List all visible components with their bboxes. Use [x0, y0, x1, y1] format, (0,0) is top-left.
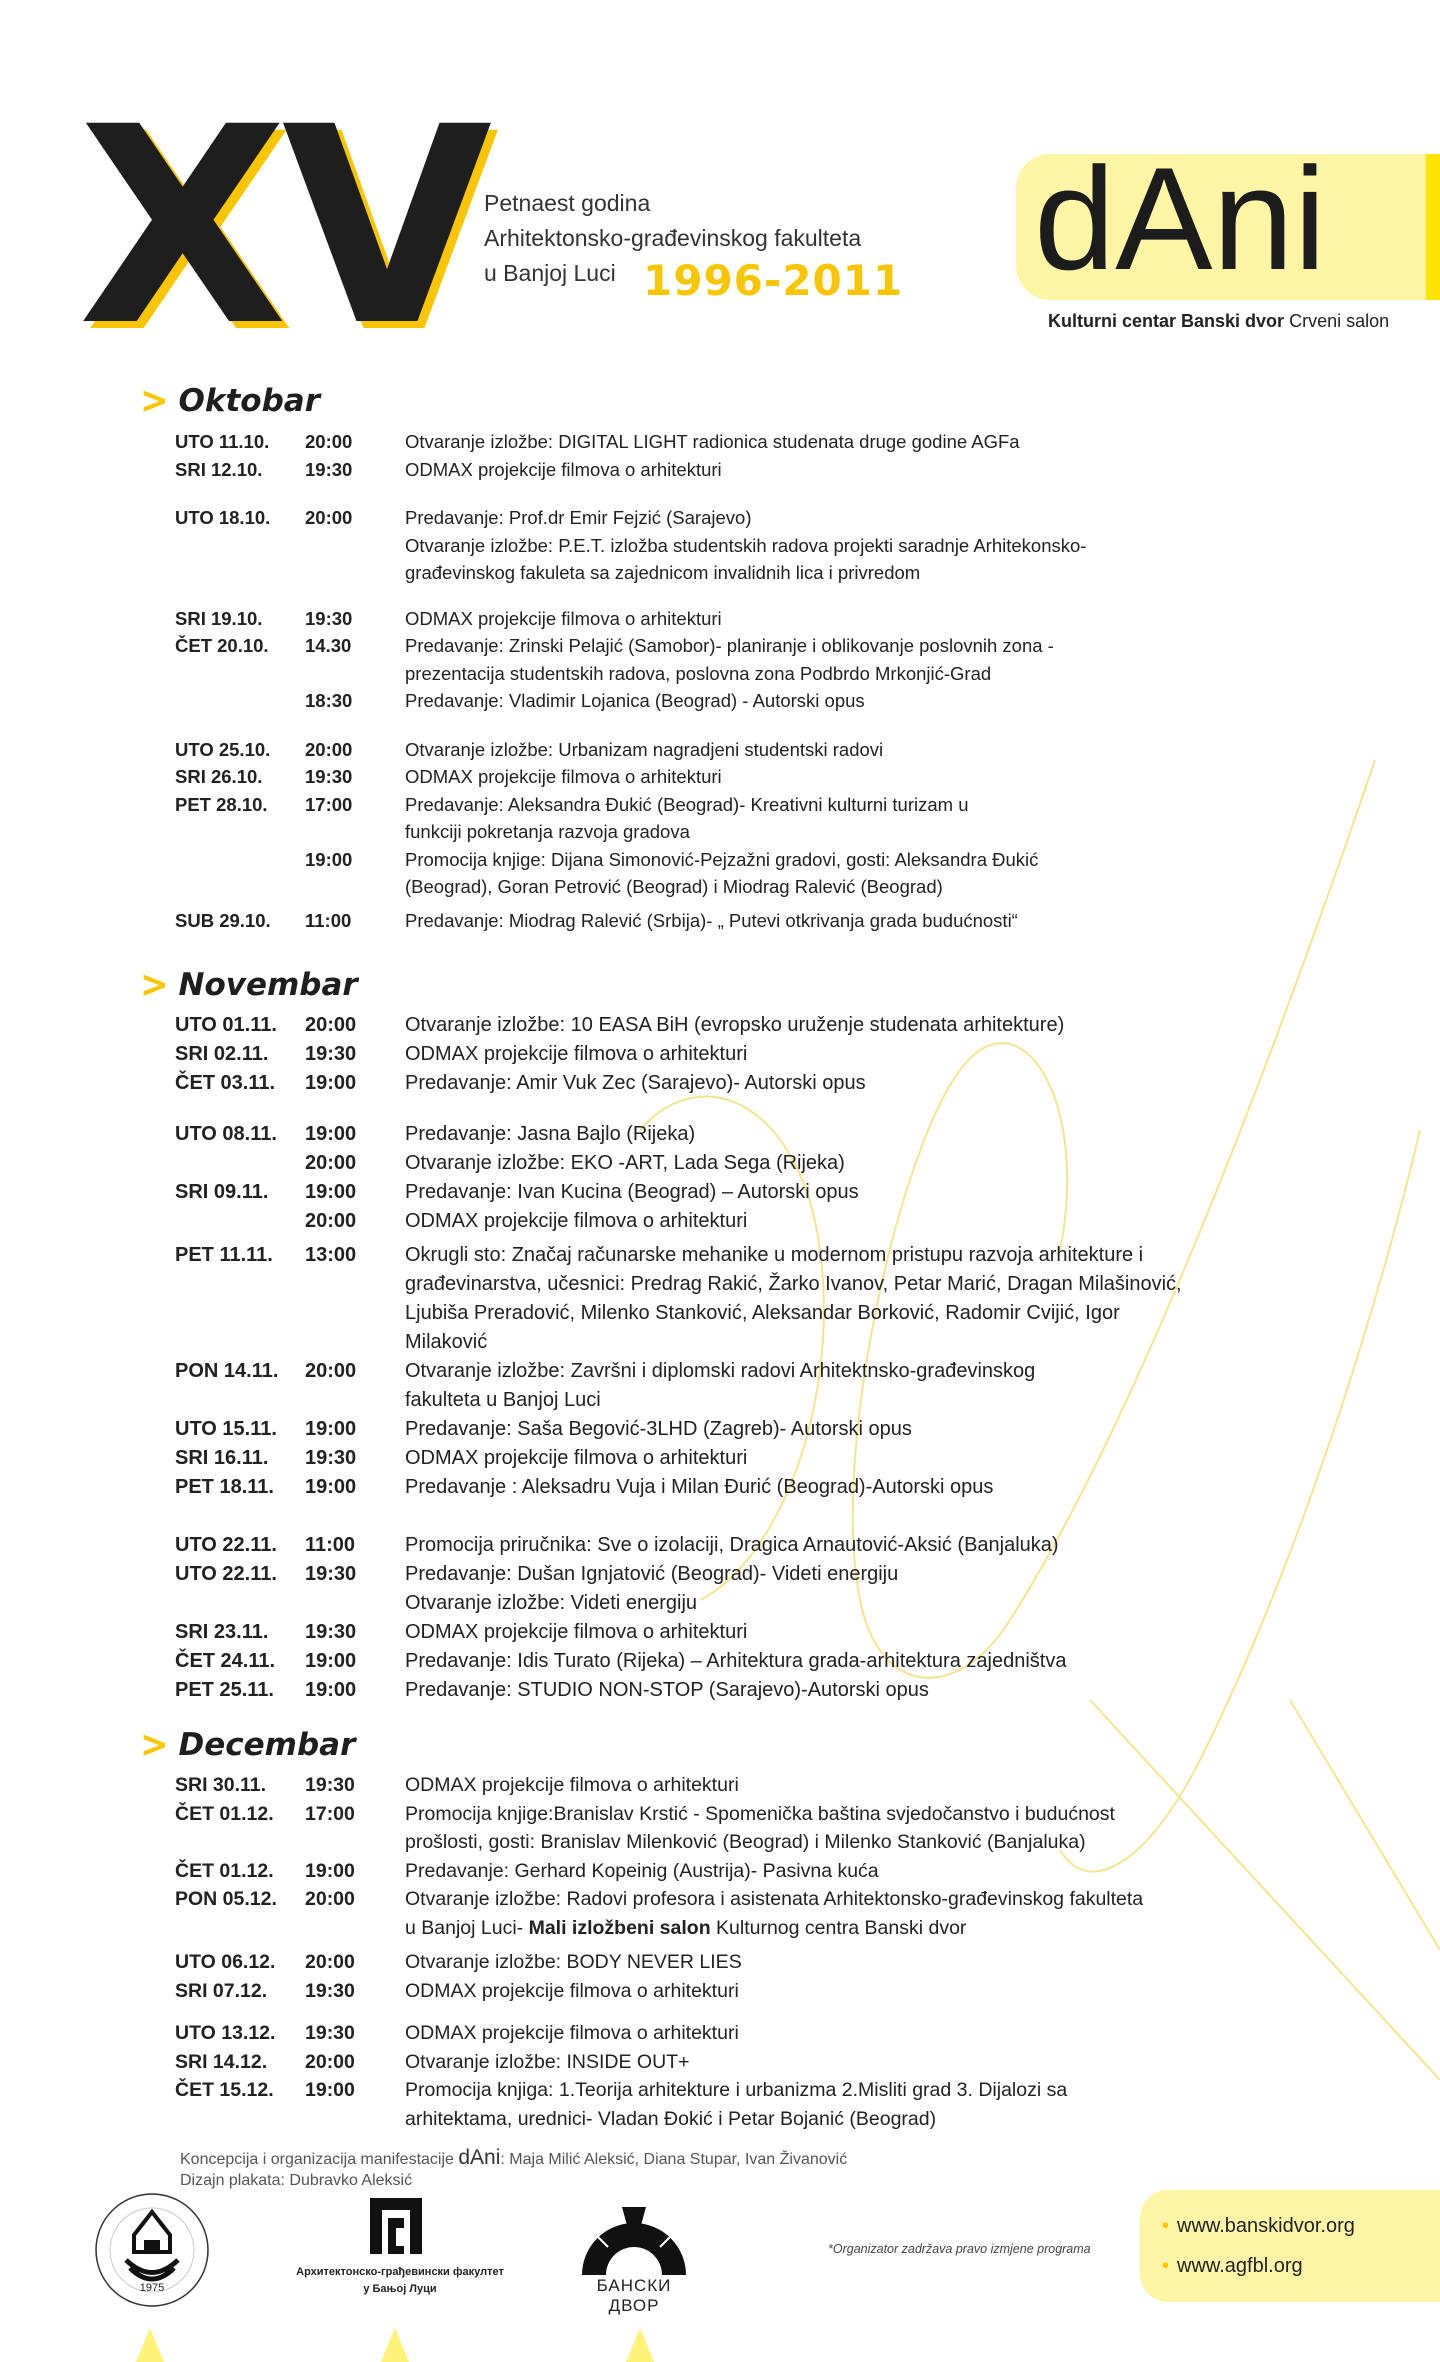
event-date: PON 14.11.	[175, 1360, 279, 1382]
faculty-logo-caption	[270, 2264, 530, 2298]
event-time: 19:30	[305, 1447, 357, 1469]
xv-numeral-logo: XV	[78, 70, 487, 386]
description-line: Otvaranje izložbe: EKO -ART, Lada Sega (Rijeka)	[405, 1152, 845, 1174]
event-description	[405, 907, 1018, 935]
event-row	[140, 1800, 1143, 1857]
event-group	[140, 1011, 1182, 1098]
event-time: 20:00	[305, 1210, 357, 1232]
event-row	[140, 1676, 1182, 1705]
design-credit: Dizajn plakata: Dubravko Aleksić	[180, 2172, 413, 2189]
bullet-icon: •	[1162, 2215, 1170, 2237]
description-line: Predavanje: STUDIO NON-STOP (Sarajevo)-Autorski opus	[405, 1679, 929, 1701]
event-row	[140, 532, 1086, 587]
description-line: Predavanje: Ivan Kucina (Beograd) – Autorski opus	[405, 1181, 859, 1203]
event-description	[405, 1885, 1143, 1942]
description-line: Otvaranje izložbe: Radovi profesora i asistenata Arhitektonsko-građevinskog fakulteta	[405, 1888, 1144, 1910]
chevron-right-icon: >	[140, 1722, 169, 1767]
description-line: Predavanje: Idis Turato (Rijeka) – Arhitektura grada-arhitektura zajedništva	[405, 1650, 1067, 1672]
month-section-novembar	[140, 962, 1182, 1705]
event-time: 11:00	[305, 1534, 356, 1556]
banski-dvor-logo	[578, 2205, 690, 2275]
month-heading	[140, 1722, 1143, 1767]
description-line: ODMAX projekcije filmova o arhitekturi	[405, 1210, 748, 1232]
event-time: 20:00	[305, 738, 353, 760]
description-line: Promocija knjiga: 1.Teorija arhitekture i urbanizma 2.Misliti grad 3. Dijalozi sa	[405, 2079, 1068, 2101]
event-row	[140, 791, 1086, 846]
event-date: SRI 09.11.	[175, 1181, 269, 1203]
event-date: UTO 06.12.	[175, 1951, 276, 1973]
event-description	[405, 1531, 1059, 1560]
event-group	[140, 428, 1086, 483]
event-description	[405, 1473, 993, 1502]
event-row	[140, 1040, 1182, 1069]
event-date: ČET 24.11.	[175, 1650, 276, 1672]
event-date: UTO 18.10.	[175, 507, 271, 528]
description-line: Predavanje: Amir Vuk Zec (Sarajevo)- Autorski opus	[405, 1072, 866, 1094]
decorative-triangle	[381, 2328, 409, 2362]
description-line: ODMAX projekcije filmova o arhitekturi	[405, 458, 722, 480]
concept-names: : Maja Milić Aleksić, Diana Stupar, Ivan Živanović	[500, 2151, 848, 2168]
event-row	[140, 846, 1086, 901]
concept-brand: dAni	[458, 2146, 501, 2169]
event-row	[140, 1857, 1143, 1886]
event-description	[405, 1415, 912, 1444]
event-description	[405, 428, 1020, 456]
event-date: PON 05.12.	[175, 1888, 277, 1910]
event-date: UTO 01.11.	[175, 1014, 277, 1036]
event-row	[140, 1618, 1182, 1647]
event-row	[140, 907, 1086, 935]
url-text[interactable]: www.banskidvor.org	[1177, 2215, 1355, 2237]
url-agfbl[interactable]	[1162, 2255, 1303, 2278]
banski-dvor-caption: БАНСКИ ДВОР	[596, 2276, 672, 2315]
description-line: Otvaranje izložbe: Završni i diplomski radovi Arhitektnsko-građevinskog	[405, 1360, 1036, 1382]
event-description	[405, 2048, 689, 2077]
event-description	[405, 504, 751, 532]
event-time: 19:00	[305, 848, 353, 870]
event-group	[140, 736, 1086, 901]
event-description	[405, 1676, 929, 1705]
event-description	[405, 1149, 845, 1178]
event-time: 14.30	[305, 635, 352, 656]
event-description	[405, 1241, 1182, 1357]
description-line: Predavanje: Vladimir Lojanica (Beograd) - Autorski opus	[405, 690, 865, 711]
credits	[180, 2147, 847, 2191]
event-row	[140, 2048, 1143, 2077]
description-line: Predavanje: Zrinski Pelajić (Samobor)- planiranje i oblikovanje poslovnih zona -	[405, 635, 1054, 656]
event-date: SRI 30.11.	[175, 1774, 267, 1796]
event-time: 19:00	[305, 1072, 357, 1094]
description-line: Otvaranje izložbe: Urbanizam nagradjeni studentski radovi	[405, 738, 884, 760]
url-text[interactable]: www.agfbl.org	[1177, 2255, 1303, 2277]
event-time: 19:30	[305, 1979, 355, 2002]
event-time: 19:00	[305, 1476, 357, 1498]
description-line: ODMAX projekcije filmova o arhitekturi	[405, 1043, 748, 1065]
url-banskidvor[interactable]	[1162, 2215, 1355, 2238]
event-description	[405, 532, 1086, 587]
event-date: ČET 01.12.	[175, 1859, 274, 1882]
chevron-right-icon: >	[140, 379, 169, 424]
event-time: 20:00	[305, 1888, 355, 1910]
url-box	[1140, 2190, 1440, 2302]
event-row	[140, 736, 1086, 764]
event-description	[405, 1771, 739, 1800]
event-time: 20:00	[305, 1360, 357, 1382]
event-date: SUB 29.10.	[175, 909, 271, 931]
event-row	[140, 1120, 1182, 1149]
event-row	[140, 1647, 1182, 1676]
description-line: građevinskog fakuleta sa zajednicom invalidnih lica i privredom	[405, 562, 921, 583]
event-row	[140, 687, 1086, 715]
description-line: Okrugli sto: Značaj računarske mehanike u modernom pristupu razvoja arhitekture i	[405, 1244, 1144, 1266]
event-date: ČET 20.10.	[175, 635, 269, 656]
event-description	[405, 1948, 742, 1977]
description-line: Otvaranje izložbe: BODY NEVER LIES	[405, 1951, 742, 1973]
event-date: SRI 14.12.	[175, 2050, 268, 2073]
description-line: Promocija knjige:Branislav Krstić - Spomenička baština svjedočanstvo i budućnost	[405, 1802, 1115, 1825]
event-row	[140, 1207, 1182, 1236]
event-description	[405, 1647, 1066, 1676]
event-date: UTO 15.11.	[175, 1418, 277, 1440]
faculty-caption-line: у Бањој Луци	[363, 2283, 437, 2295]
event-description	[405, 456, 722, 484]
event-group	[140, 1531, 1182, 1705]
subtitle-line: u Banjoj Luci	[484, 260, 616, 286]
event-description	[405, 1800, 1115, 1857]
event-date	[140, 1149, 305, 1178]
event-group	[140, 2019, 1143, 2133]
description-line: ODMAX projekcije filmova o arhitekturi	[405, 1774, 739, 1796]
event-row	[140, 763, 1086, 791]
venue-label	[1048, 311, 1389, 332]
bullet-icon: •	[1162, 2255, 1170, 2277]
description-line: Predavanje: Miodrag Ralević (Srbija)- „ Putevi otkrivanja grada budućnosti“	[405, 909, 1018, 931]
month-title: Oktobar	[178, 383, 320, 420]
event-row	[140, 1178, 1182, 1207]
event-time: 19:00	[305, 1859, 355, 1882]
event-row	[140, 1885, 1143, 1942]
description-line: Promocija priručnika: Sve o izolaciji, Dragica Arnautović-Aksić (Banjaluka)	[405, 1534, 1059, 1556]
event-time: 20:00	[305, 1014, 357, 1036]
event-description	[405, 763, 722, 791]
event-description	[405, 1040, 747, 1069]
event-date	[140, 1207, 305, 1236]
decorative-triangle	[136, 2328, 164, 2362]
event-time: 19:00	[305, 1181, 357, 1203]
event-row	[140, 1531, 1182, 1560]
event-group	[140, 1120, 1182, 1236]
text-segment: u Banjoj Luci-	[405, 1916, 529, 1939]
event-group	[140, 1948, 1143, 2005]
event-time: 20:00	[305, 507, 353, 528]
event-time: 19:30	[305, 458, 353, 480]
event-date: PET 18.11.	[175, 1476, 274, 1498]
event-row	[140, 1473, 1182, 1502]
event-row	[140, 1560, 1182, 1618]
event-date: PET 11.11.	[175, 1244, 273, 1266]
event-time	[305, 532, 405, 587]
event-time: 19:30	[305, 1563, 357, 1585]
description-line: Predavanje : Aleksadru Vuja i Milan Đurić (Beograd)-Autorski opus	[405, 1476, 994, 1498]
event-description	[405, 2076, 1067, 2133]
event-time: 17:00	[305, 1802, 355, 1825]
event-time: 19:30	[305, 1774, 355, 1796]
description-line: Predavanje: Prof.dr Emir Fejzić (Sarajevo)	[405, 507, 752, 528]
event-date: ČET 03.11.	[175, 1072, 276, 1094]
subtitle-line: Arhitektonsko-građevinskog fakulteta	[484, 225, 862, 251]
month-heading	[140, 379, 1086, 424]
description-line: (Beograd), Goran Petrović (Beograd) i Miodrag Ralević (Beograd)	[405, 876, 943, 897]
event-time: 20:00	[305, 431, 353, 452]
description-line: Otvaranje izložbe: Videti energiju	[405, 1592, 698, 1614]
description-line: prošlosti, gosti: Branislav Milenković (Beograd) i Milenko Stanković (Banjaluka)	[405, 1831, 1086, 1853]
event-time: 19:30	[305, 1621, 357, 1643]
event-description	[405, 1977, 739, 2006]
event-date: SRI 12.10.	[175, 458, 263, 480]
event-time: 19:00	[305, 1418, 357, 1440]
description-line: Otvaranje izložbe: P.E.T. izložba studentskih radova projekti saradnje Arhitekonsko-	[405, 534, 1087, 556]
event-row	[140, 1977, 1143, 2006]
event-row	[140, 1948, 1143, 1977]
event-date: UTO 11.10.	[175, 431, 270, 452]
description-line	[405, 1914, 1143, 1943]
description-line: ODMAX projekcije filmova o arhitekturi	[405, 1979, 739, 2002]
event-description	[405, 736, 883, 764]
concept-label: Koncepcija i organizacija manifestacije	[180, 2151, 454, 2168]
event-row	[140, 1357, 1182, 1415]
event-date: SRI 26.10.	[175, 766, 263, 787]
event-group	[140, 907, 1086, 935]
event-date: UTO 08.11.	[175, 1123, 277, 1145]
month-heading	[140, 962, 1182, 1007]
event-description	[405, 1207, 747, 1236]
event-row	[140, 1415, 1182, 1444]
event-row	[140, 605, 1086, 633]
subtitle-line: Petnaest godina	[484, 190, 651, 216]
description-line: Predavanje: Gerhard Kopeinig (Austrija)- Pasivna kuća	[405, 1859, 879, 1882]
decorative-triangle	[626, 2328, 654, 2362]
description-line: Predavanje: Jasna Bajlo (Rijeka)	[405, 1123, 696, 1145]
event-row	[140, 1149, 1182, 1178]
event-description	[405, 791, 968, 846]
event-time: 19:30	[305, 1043, 357, 1065]
event-row	[140, 632, 1086, 687]
description-line: ODMAX projekcije filmova o arhitekturi	[405, 2022, 739, 2044]
event-description	[405, 605, 722, 633]
description-line: Otvaranje izložbe: 10 EASA BiH (evropsko uruženje studenata arhitekture)	[405, 1014, 1065, 1036]
event-description	[405, 1069, 866, 1098]
description-line: Milaković	[405, 1331, 488, 1353]
description-line: arhitektama, urednici- Vladan Đokić i Petar Bojanić (Beograd)	[405, 2107, 937, 2130]
description-line: Otvaranje izložbe: INSIDE OUT+	[405, 2050, 690, 2073]
event-row	[140, 456, 1086, 484]
event-date: UTO 22.11.	[175, 1534, 277, 1556]
event-description	[405, 632, 1054, 687]
event-group	[140, 1241, 1182, 1502]
dani-brand: dAni	[1034, 137, 1327, 300]
faculty-logo	[370, 2198, 430, 2254]
event-description	[405, 1357, 1035, 1415]
month-section-decembar	[140, 1722, 1144, 2133]
event-date	[140, 687, 305, 715]
event-date: UTO 25.10.	[175, 738, 271, 760]
description-line: funkciji pokretanja razvoja gradova	[405, 821, 690, 842]
description-line: fakulteta u Banjoj Luci	[405, 1389, 601, 1411]
description-line: prezentacija studentskih radova, poslovna zona Podbrdo Mrkonjić-Grad	[405, 662, 992, 684]
event-row	[140, 504, 1086, 532]
description-line: Predavanje: Dušan Ignjatović (Beograd)- Videti energiju	[405, 1563, 899, 1585]
event-row	[140, 2076, 1143, 2133]
text-segment: Kulturnog centra Banski dvor	[710, 1916, 967, 1939]
event-row	[140, 1069, 1182, 1098]
event-row	[140, 1771, 1143, 1800]
description-line: ODMAX projekcije filmova o arhitekturi	[405, 1447, 748, 1469]
university-seal-logo	[92, 2190, 212, 2310]
event-time: 19:00	[305, 1650, 357, 1672]
event-date: SRI 23.11.	[175, 1621, 269, 1643]
month-title: Novembar	[178, 966, 358, 1003]
event-date: UTO 13.12.	[175, 2022, 276, 2044]
event-description	[405, 687, 865, 715]
event-time: 17:00	[305, 793, 353, 815]
event-time: 19:00	[305, 2079, 355, 2101]
event-time: 19:30	[305, 2022, 355, 2044]
event-time: 19:00	[305, 1123, 357, 1145]
event-date: PET 28.10.	[175, 793, 268, 815]
description-line: ODMAX projekcije filmova o arhitekturi	[405, 607, 722, 629]
event-time: 18:30	[305, 690, 353, 711]
event-row	[140, 1241, 1182, 1357]
event-description	[405, 1120, 695, 1149]
event-description	[405, 1011, 1064, 1040]
event-date: SRI 19.10.	[175, 607, 263, 629]
event-row	[140, 1011, 1182, 1040]
event-description	[405, 1857, 879, 1886]
event-date: ČET 01.12.	[175, 1802, 274, 1825]
event-row	[140, 2019, 1143, 2048]
anniversary-years: 1996-2011	[643, 256, 904, 305]
description-line: Predavanje: Aleksandra Đukić (Beograd)- Kreativni kulturni turizam u	[405, 793, 969, 815]
venue-name: Kulturni centar Banski dvor	[1048, 311, 1285, 331]
event-date	[140, 846, 305, 901]
description-line: Otvaranje izložbe: DIGITAL LIGHT radionica studenata druge godine AGFa	[405, 431, 1020, 452]
event-row	[140, 1444, 1182, 1473]
event-date	[140, 532, 305, 587]
event-date: ČET 15.12.	[175, 2079, 274, 2101]
description-line: Promocija knjige: Dijana Simonović-Pejzažni gradovi, gosti: Aleksandra Đukić	[405, 848, 1039, 870]
event-date: SRI 07.12.	[175, 1979, 268, 2002]
chevron-right-icon: >	[140, 962, 169, 1007]
description-line: ODMAX projekcije filmova o arhitekturi	[405, 1621, 748, 1643]
event-date: SRI 02.11.	[175, 1043, 269, 1065]
event-date: SRI 16.11.	[175, 1447, 269, 1469]
event-description	[405, 1560, 898, 1618]
event-time: 19:30	[305, 766, 353, 787]
event-time: 20:00	[305, 1152, 357, 1174]
description-line: ODMAX projekcije filmova o arhitekturi	[405, 766, 722, 787]
event-time: 19:00	[305, 1679, 357, 1701]
event-time: 19:30	[305, 607, 353, 629]
seal-year: 1975	[139, 2282, 165, 2294]
event-date: PET 25.11.	[175, 1679, 274, 1701]
event-time: 13:00	[305, 1244, 357, 1266]
event-description	[405, 846, 1038, 901]
event-group	[140, 1771, 1143, 1942]
venue-room: Crveni salon	[1289, 311, 1390, 331]
event-description	[405, 1618, 747, 1647]
month-section-oktobar	[140, 379, 1087, 934]
description-line: Predavanje: Saša Begović-3LHD (Zagreb)- Autorski opus	[405, 1418, 912, 1440]
faculty-caption-line: Архитектонско-грађевински факултет	[296, 2266, 504, 2278]
event-group	[140, 605, 1086, 715]
month-title: Decembar	[178, 1726, 356, 1763]
bold-segment: Mali izložbeni salon	[528, 1916, 711, 1939]
dani-accent-bar	[1426, 154, 1440, 300]
event-time: 11:00	[305, 909, 352, 931]
event-time: 20:00	[305, 2050, 355, 2073]
event-time: 20:00	[305, 1951, 355, 1973]
description-line: građevinarstva, učesnici: Predrag Rakić, Žarko Ivanov, Petar Marić, Dragan Milašinović,	[405, 1273, 1182, 1295]
event-group	[140, 504, 1086, 587]
event-row	[140, 428, 1086, 456]
event-description	[405, 1444, 747, 1473]
program-change-note: *Organizator zadržava pravo izmjene programa	[828, 2242, 1091, 2256]
description-line: Ljubiša Preradović, Milenko Stanković, Aleksandar Borković, Radomir Cvijić, Igor	[405, 1302, 1120, 1324]
event-description	[405, 2019, 739, 2048]
event-description	[405, 1178, 859, 1207]
event-date: UTO 22.11.	[175, 1563, 277, 1585]
